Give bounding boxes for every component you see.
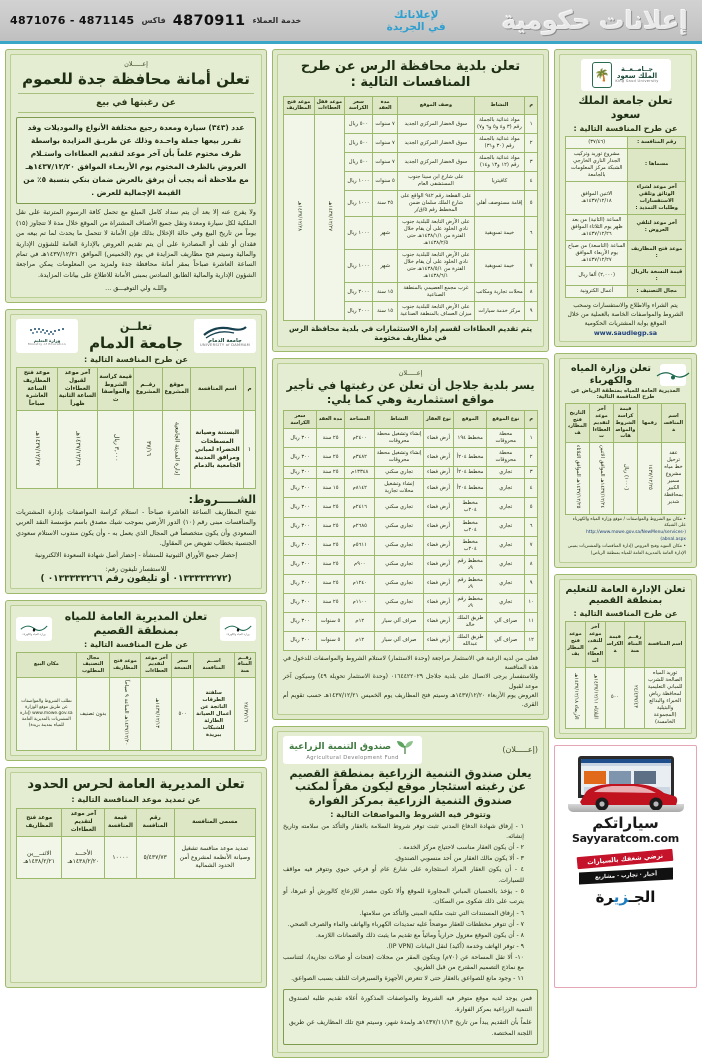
dammam-title-1: تعلــن <box>82 320 190 334</box>
jeddah-body: ولا يفرج عنه إلا بعد أن يتم سداد كامل المبلغ مع تحمل كافة الرسوم المترتبة على نقل الملكية لكل سيارة ومعدة ونقل جميع الأصناف المشتراة من الموقع خلال مدة لا تتجاوز (١٥) يوماً من تاريخ البيع وفي حالة الإخلال بذلك فإن الأمانة لا تتحمل ما يحدث لما تم بيعه من فقدان أو تلف أو المصادرة على أن يتم تقديم العروض بالإدارة العامة للشؤون الإدارية والمالية وسيتم فتح مظاريف المزايدة في يوم (الخميس) الموافق ١٤٣٧/١٢/٢١هـ في تمام الساعة العاشرة صباحاً بمقر أمانة محافظة جدة ولمزيد من المعلومات يمكن مراجعة الشؤون الإدارية والمالية الطابق السادس بمبنى الأمانة للاطلاع على بيانات المزايدة. <box>16 207 256 280</box>
qassim-edu-subtitle: عن طرح المنافسة التالية : <box>565 609 686 618</box>
table-row: ٩ تجاري مخطط رقم ٩د أرض فضاء تجاري سكني ١٢٤٠م ٢٥ سنة ٣٠٠ ريال <box>284 574 538 593</box>
qassim-water-table <box>16 652 256 752</box>
adf-title: يعلن صندوق التنمية الزراعية بمنطقة القصيم عن رغبته استئجار موقع ليكون مقراً لمكتب صندوق التنمية الزراعية بمركز الفوارة <box>283 767 538 808</box>
dammam-swoosh-icon <box>202 325 248 339</box>
table-header-row: رقــم المنافسة اســم المنافسة سعر النسخة آخر موعد لتقديم العطاءات موعد فتح المظاريف مجال التصنيف المطلوب مكان البيع <box>17 652 256 677</box>
advertise-with-us <box>387 9 446 33</box>
qassim-water-ad <box>5 600 267 761</box>
table-row: رقم المنافسة : (٣٧/٤٦) <box>566 136 686 148</box>
dammam-tel-value: (٠١٣٣٣٣٣٢٧٢ أو تليفون رقم ٠١٣٣٣٣٣٢٦٦ ) <box>16 574 256 584</box>
jeddah-subtitle: عن رغبتها في بيع <box>16 98 256 108</box>
columns-container <box>0 44 702 988</box>
adf-closing-1: فمن يوجد لديه موقع متوفر فيه الشروط والمواصفات المذكورة أعلاه تقديم طلبه لصندوق التنمية الزراعية بمركز الفوارة. <box>289 994 532 1016</box>
ksu-title: تعلن جامعة الملك سعود <box>565 94 686 122</box>
table-row: ٢ محطة محروقات مخطط ٢٠٤أ أرض فضاء إنشاء وتشغيل محطة محروقات ٣٤٨٢م ٢٥ سنة ٣٠٠ ريال <box>284 448 538 467</box>
list-item: ٣ - ألا يكون مالك العقار من أحد منسوبي الصندوق. <box>283 854 524 865</box>
ksu-ad <box>554 49 697 347</box>
qassim-water-subtitle: عن طرح المنافسة التالية : <box>56 640 216 649</box>
ksu-logo-ar2: الملك سعود <box>615 73 658 80</box>
list-item: ٥ - يؤخذ بالحسبان المباني المجاورة للموقع وألا تكون مصدر للإزعاج كالورش أو غيرها، أو يترتب على ذلك شكوى من السكان. <box>283 887 524 908</box>
mowe-note-url[interactable]: (http://www.mowe.gov.sa/NewMenu/services-abnal.aspx) <box>565 530 686 544</box>
sayyarat-ribbon: نرضي شغفك بالسيارات <box>577 849 674 869</box>
table-row: تمديد موعد منافسة تشغيل وصيانة الأنظمة لمشروع أمن الحدود الشمالية ٥/٤٣٧/٧٣ ١٠٠٠٠ الأحـــد ١٤٣٨/٢/٢٠هـ الاثنــ__ين ١٤٣٨/٢/٢١هـ <box>17 837 256 879</box>
table-row: ٦ خيمة تسويقية على الأرض التابعة للبلدية جنوب نادي الخلود على أن يقام خلال الفترة من ١٤٣٨/١/١هـ حتى ١٤٣٨/٢/٥هـ شهر ١٠٠٠ ريال <box>284 217 538 250</box>
border-guard-table <box>16 808 256 879</box>
ministry-logo-ar: وزارة التعليم <box>34 339 61 343</box>
adf-logo-ar: صندوق التنمية الزراعية <box>289 742 391 752</box>
fax-label: فاكس <box>142 16 166 25</box>
rass-close-date: ١٤٣٧/١٢/٢٧هـ <box>326 201 333 231</box>
dammam-table <box>16 367 256 489</box>
dammam-university-ad <box>5 309 267 594</box>
dammam-conditions-body-2: إحضار جميع الأوراق الثبوتية للمنشأة - إحضار أصل شهادة السعودة الالكترونية <box>16 550 256 560</box>
rass-title: تعلن بلدية محافظة الرس عن طرح المنافسات التالية : <box>283 59 538 92</box>
mowe-note-1: • مكان بيع الشروط والمواصفات / موقع وزارة المياه والكهرباء على الشبكة <box>565 517 686 531</box>
table-row: ٧ تجاري مخطط ٢٠٤ب أرض فضاء تجاري سكني ٥٦١١م ٢٥ سنة ٣٠٠ ريال <box>284 536 538 555</box>
table-row: ١١ صراف آلي طريق الملك خالد أرض فضاء صراف آلي سيار ١٢م ٥ سنوات ٣٠٠ ريال <box>284 612 538 631</box>
table-row: ٦ تجاري مخطط ٢٠٤ب أرض فضاء تجاري سكني ٢٦٨٥م ٢٥ سنة ٣٠٠ ريال <box>284 517 538 536</box>
plant-leaf-icon <box>394 739 416 755</box>
sayyarat-banner: أخبار · تجارب · مشاريع <box>579 868 673 885</box>
table-header-row: م اسم المنافسة موقع المشروع رقــم المشروع قيمة كراسة الشروط والمواصفات آخر موعد لقبول العطاءات الساعة الثانية ظهراً موعد فتح المظاريف الساعة العاشرة صباحاً <box>17 368 256 411</box>
rass-open-date: ١٤٣٧/١٢/٢٨هـ <box>295 201 302 231</box>
table-row: ١ البستنة وصيانة المسطحات الخضراء لمباني ومرافق المدينة الجامعية بالدمام إدارة المدينة الجامعية ٣٧/١٦ ٣,٠٠٠ ريال ١٤٣٧/١٢/٢٦هـ ١٤٣٧/١٢/٢٧هـ <box>17 411 256 489</box>
jeddah-title: تعلن أمانة محافظة جدة للعموم <box>16 70 256 89</box>
table-row: ١٠ تجاري مخطط رقم ٩د أرض فضاء تجاري سكني ١١٠٠م ٢٥ سنة ٣٠٠ ريال <box>284 593 538 612</box>
page-title: إعلانات حكومية <box>502 6 688 35</box>
list-item: ٤ - أن يكون العقار المراد استئجاره على شارع عام أو فرعي حيوي وتتوفر فيه مواقف للسيارات. <box>283 865 524 886</box>
right-column <box>554 49 697 988</box>
dammam-title-2: جامعة الدمام <box>82 334 190 353</box>
qassim-edu-title: تعلن الإدارة العامة للتعليم بمنطقة القصيم <box>565 584 686 608</box>
list-item: ١١ - وجود مانع للصواعق بالعقار حتى لا تتعرض الأجهزة والسيرفرات للتلف بسبب الصواعق. <box>283 974 524 985</box>
adf-subtitle: وتتوفر فيه الشروط والمواصفات التالية : <box>283 810 538 819</box>
qassim-water-logo-right: وزارة المياه والكهرباء <box>220 617 256 641</box>
table-row: ٨ محلات تجارية ومكاتب غرب مجمع العصيمي بالمنطقة الصناعية ١٥ سنة ٢٠٠٠ ريال <box>284 283 538 302</box>
masthead <box>0 0 702 44</box>
jalajel-title: يسر بلدية جلاجل أن تعلن عن رغبتها في تأجير مواقع استثمارية وهي كما يلي: <box>283 379 538 407</box>
adf-closing-2: علماً بأن التقديم يبدأ من تاريخ ١٤٣٧/١١/١٣هـ ولمدة شهر، وسيتم فتح تلك المظاريف عن طريق اللجنة المختصة. <box>289 1018 532 1040</box>
jalajel-footer-3: العروض يوم الأربعاء ١٤٣٧/١٢/٢٠هـ وسيتم فتح المظاريف يوم الخميس ١٤٣٧/١٢/٢١هـ حسب تقويم أم القرى. <box>283 691 538 710</box>
list-item: ٨ - أن يكون الموقع معزول حرارياً ومائياً مع تقديم ما يثبت ذلك والضمانات اللازمة. <box>283 931 524 942</box>
aljazirah-brand: الجـزيرة <box>596 888 656 906</box>
table-row: موعد فتح المظاريف : الساعة (التاسعة) من صباح يوم الأربعاء الموافق ١٤٣٧/١٢/٢٧هـ <box>566 240 686 266</box>
list-item: ١٠- ألا تقل المساحة عن (٧٠م) ويتكون المقر من محلات (فتحات أو صالات تجارية)، لتتناسب مع نماذج التصميم المقترح من قبل الطريق. <box>283 953 524 974</box>
qassim-water-logo-left: وزارة المياه والكهرباء <box>16 617 52 641</box>
table-row: آخر موعد لشراء الوثائق وتلقي الاستفسارات وطلبات التمديد : الاثنين الموافق ١٤٣٧/١٢/١٨هـ <box>566 181 686 214</box>
table-row: ٢٨/٣٧/١٦ سلفتة الطرقات الناتجة عن أعمال الصيانة الطارئة للشبكات ببريدة ٥٠٠ ١٤٣٧/١٢/١٣هـ ١٤٣٧/١٢/٢٠هـ الساعة ٩ صباحاً بدون تصنيف تطلب الشروط والمواصفات عن طريق موقع الوزارة www.mowe.gov.sa (إدارة المشتريات بالمديرية العامة للمياه بمدينة بريدة) <box>17 677 256 750</box>
dammam-logo-en: UNIVERSITY of DAMMAM <box>200 344 250 348</box>
ksu-logo-en: King Saud University <box>615 80 658 84</box>
table-row: ٣ تجاري مخطط ٢٠٤أ أرض فضاء تجاري سكني ١٣٣٤٨م ٢٥ سنة ٣٠٠ ريال <box>284 467 538 479</box>
list-item: ١ - إرفاق شهادة الدفاع المدني تثبت توفر شروط السلامة بالعقار والتأكد من سلامته وتاريخ إنشائه. <box>283 822 524 843</box>
table-header-row: م النشاط وصف الموقع مدة العقد سعر الكراسة موعد قفل العطاءات موعد فتح المظاريف <box>284 96 538 115</box>
mowe-logo <box>660 364 686 386</box>
table-header-row: اسم المنافسة رقــم المنافسة قيمة الكراسة آخر موعد للتقديم العطاءات موعد فتح المظاريف <box>566 622 686 668</box>
table-row: ١٢ صراف آلي طريق الملك عبدالله أرض فضاء صراف آلي سيار ١٢م ٥ سنوات ٣٠٠ ريال <box>284 631 538 650</box>
jeddah-highlight-text: عدد (٣٤٣) سيارة ومعدة رجيع مختلفة الأنواع والموديلات وقد تقـرر بيعها جملة واحـدة وذلك عن طريـق المزايدة بواسطة ظرف مختوم علماً بأن آخر موعد لتقديم العطاءات واستـلام العروض بالظرف المختوم يوم الأربعـاء الموافق ١٤٣٧/١٢/٢٠هـ مع ملاحظة أنه يجب أن يرفق بالعرض ضمان بنكي بنسبة ٥٪ من القيمة الإجمالية للعرض . <box>22 122 250 200</box>
sayyarat-url[interactable]: Sayyaratcom.com <box>572 832 679 845</box>
table-row: مسماها : مشروع توريد وتركيب الجدار الناري الخارجي الشبكة مركز المعلومات بالجامعة <box>566 148 686 181</box>
table-row: مجال التصنيف : أعمال الكترونية <box>566 285 686 297</box>
ksu-subtitle: عن طرح المنافسة التالية : <box>565 124 686 133</box>
dammam-conditions-body: تفتح المظاريف الساعة العاشرة صباحاً - استلام كراسة المواصفات بإدارة المشتريات والمنافسات مبنى رقم (١٠) الدور الأرضي بموجب شيك مصدق باسم مؤسسة النقد العربي السعودي وأن يكون متخصصاً في المجال الذي يعمل به - وأن يكون مندوب الاستلام سعودي الجنسية بخطاب تفويض من المقاول. <box>16 507 256 549</box>
middle-column <box>272 49 549 988</box>
jalajel-table <box>283 410 538 651</box>
water-electricity-subtitle: المديرية العامة للمياه بمنطقة الرياض عن طرح المنافسة التالية: <box>565 388 686 400</box>
adf-conditions-list <box>283 822 534 985</box>
adf-logo <box>283 736 422 764</box>
mowe-note-3: • مكان التنويه وفتح العروض (إدارة المناقصات والمشتريات بمبنى الإدارة العامة بالمديرية العامة للمياه بمنطقة الرياض) <box>565 544 686 558</box>
table-header-row: م نوع الموقع الموقع نوع العقار النشاط المساحة مدة العقد سعر الكراسة <box>284 410 538 429</box>
table-row: ٧ خيمة تسويقية على الأرض التابعة للبلدية جنوب نادي الخلود على أن يقام خلال الفترة من ١٤٣٨/٥/١هـ حتى ١٤٣٨/٦/١هـ شهر ١٠٠٠ ريال <box>284 250 538 283</box>
jeddah-municipality-ad <box>5 49 267 303</box>
rass-municipality-ad <box>272 49 549 352</box>
red-car-illustration <box>576 776 680 810</box>
water-electricity-title: تعلن وزارة المياه والكهرباء <box>565 363 657 387</box>
table-row: ١ مواد غذائية بالجملة رقم (٣ و٤ و٥ و٦ و٧) سوق الخضار المركزي الجديد ٧ سنوات ٥٠٠ ريال ١٤٣٧/١٢/٢٧هـ ١٤٣٧/١٢/٢٨هـ <box>284 115 538 134</box>
list-item: ٢ - أن يكون العقار مناسب لاحتياج مركز الخدمة . <box>283 843 524 854</box>
table-row: توريد المياه الصالحة للشرب للمباني التعليمية لمحافظة رياض الخبراء والبدائع والبتيلية (المجموعة الخامسة) ٢٤/٤٣٧/٤٣ ٥٠٠ الثلاثاء ١٤٣٧/١٢/١١هـ الأربعاء ١٤٣٧/١٢/١٨هـ <box>566 667 686 728</box>
divider <box>18 112 254 113</box>
ministry-education-logo <box>16 319 78 353</box>
fax-numbers: 4871145 - 4871076 <box>10 14 135 27</box>
contact-info <box>10 13 301 29</box>
advertise-line-2: في الجريدة <box>387 21 446 33</box>
table-header-row: اسم المنافسة رقمها قيمة كراسة الشروط والمواصفات آخر موعد لتقديم العطاءات التاريخ فتح المظاريف <box>566 404 686 443</box>
dammam-tel-label: للاستفسار تليفون رقم: <box>16 564 256 574</box>
adf-eelan-label: (إعـــــلان) <box>502 745 538 754</box>
ksu-portal-url[interactable]: www.saudiegp.sa <box>565 329 686 337</box>
dammam-university-logo <box>194 319 256 353</box>
table-row: ٥ تجاري مخطط ٢٠٤ب أرض فضاء تجاري سكني ٢٤١٦م ٢٥ سنة ٣٠٠ ريال <box>284 498 538 517</box>
dammam-logo-ar: جامعة الدمام <box>208 339 242 344</box>
dammam-conditions-title: الشـــــروط: <box>16 493 256 507</box>
table-row: ٤ كافيتريا على شارع ابن سينا جنوب المستشفى العام ٥ سنوات ١٠٠٠ ريال <box>284 172 538 191</box>
jeddah-highlight <box>16 117 256 205</box>
jalajel-footer-1: فعلى من لديه الرغبة في الاستثمار مراجعة (وحدة الاستثمار) لاستلام الشروط والمواصفات للدخول في هذه المنافسة <box>283 654 538 673</box>
sayyarat-logo-ar: سياراتكم <box>592 814 658 832</box>
jeddah-eelan-label: إعـــــلان <box>16 60 256 68</box>
table-row: ٣ مواد غذائية بالجملة رقم (١٢ و١٣ و١٤) سوق الخضار المركزي الجديد ٧ سنوات ٥٠٠ ريال <box>284 153 538 172</box>
water-electricity-table <box>565 403 686 514</box>
ksu-footer: يتم الشراء والاطلاع والاستفسارات وسحب الشروط والمواصفات الخاصة بالعملية من خلال الموقع بوابة المشتريات الحكومية <box>565 301 686 329</box>
border-guard-title: تعلن المديرية العامة لحرس الحدود <box>16 777 256 793</box>
ksu-logo-ar1: جــامــعــة <box>615 66 658 73</box>
laptop-illustration <box>568 756 684 812</box>
dammam-subtitle: عن طرح المنافسة التالية : <box>16 355 256 364</box>
list-item: ٦ - إرفاق المستندات التي تثبت ملكية المبنى والتأكد من سلامتها. <box>283 909 524 920</box>
jalajel-footer-2: وللاستفسار يرجى الاتصال على بلدية جلاجل ٠١٦٤٤٢٢٠٢٩ (وحدة الاستثمار تحويلة ٤٩) وسيكون آخر موعد لقبول <box>283 672 538 691</box>
jeddah-closing: واللـه ولي التوفيـــق ... <box>16 283 256 293</box>
qassim-edu-table <box>565 621 686 729</box>
ksu-table <box>565 136 686 298</box>
ksu-logo <box>581 59 671 91</box>
table-row: آخر موعد لتلقي العروض : الساعة (الثانية) من بعد ظهر يوم الثلاثاء الموافق ١٤٣٧/١٢/٢٦هـ <box>566 214 686 240</box>
table-row: ١ محطة محروقات مخطط ١٩٤ أرض فضاء إنشاء وتشغيل محطة محروقات ٢٤٠٠م ٢٥ سنة ٣٠٠ ريال <box>284 429 538 448</box>
adf-logo-en: Agricultural Development Fund <box>306 755 398 761</box>
border-guard-subtitle: عن تمديد موعد المنافسة التالية : <box>16 795 256 804</box>
table-row: ٥ إقامة مستوصف أهلي على القطعة رقم ٩٤٢ الواقع على شارع الملك سلمان ضمن المخطط رقم ٥/ق/ر ٢٥ سنة ١٠٠٠ ريال <box>284 191 538 217</box>
table-row: ٤ تجاري مخطط ٢٠٤أ أرض فضاء إنشاء وتشغيل محلات تجارية ٨١٤٢م ١٥ سنة ٣٠٠ ريال <box>284 479 538 498</box>
rass-footer: يتم تقديم العطاءات لقسم إدارة الاستثمارات في بلدية محافظة الرس في مظاريف مختومة <box>283 324 538 342</box>
table-row: عقد ترحيل خط مياه مشروع سمير الكبير بمحافظة شدير ١٤٣٧/١٢/٢٥ (١٠٠٠) ريال ١٤٣٧/١٢/٢٤هـ الموافق الاثنين ١٤٣٧/١٢/٢٥هـ الموافق الثلاثاء <box>566 443 686 514</box>
qassim-water-title: تعلن المديرية العامة للمياه بمنطقة القصيم <box>56 610 216 638</box>
table-header-row: مسمى المنافسة رقم المنافسة قيمة المنافسة آخر موعد لتقديم العطاءات موعد فتح المظاريف <box>17 809 256 837</box>
qassim-education-ad <box>554 574 697 739</box>
customer-service-label: خدمة العملاء <box>252 16 301 25</box>
table-row: ٢ مواد غذائية بالجملة رقم (٣٠ و٣١) سوق الخضار المركزي الجديد ٧ سنوات ٥٠٠ ريال <box>284 134 538 153</box>
divider <box>18 93 254 94</box>
ministry-logo-en: Ministry of Education <box>28 343 66 346</box>
customer-service-number: 4870911 <box>173 13 246 29</box>
list-item: ٧ - أن تتوفر مخططات للعقار موضحاً عليه تمديدات الكهرباء والهاتف والماء والصرف الصحي. <box>283 920 524 931</box>
rass-table <box>283 96 538 322</box>
sayyarat-advertisement[interactable] <box>554 745 697 988</box>
advertise-line-1: لإعلاناتك <box>387 9 446 21</box>
table-row: ٩ مركز خدمة سيارات على الأرض التابعة للبلدية جنوب ميزان العساف بالمنطقة الصناعية ١٥ سنة ٢٠٠٠ ريال <box>284 302 538 321</box>
water-electricity-ad <box>554 353 697 568</box>
left-column <box>5 49 267 988</box>
agricultural-fund-ad <box>272 726 549 1058</box>
border-guard-ad <box>5 767 267 988</box>
jalajel-eelan-label: إعـــــلان <box>283 369 538 377</box>
table-row: قيمة النسخة بالريال : (٢,٠٠٠) ألفا ريال <box>566 266 686 285</box>
water-drop-icon <box>656 369 690 380</box>
jalajel-municipality-ad <box>272 358 549 719</box>
list-item: ٩ - توفر الهاتف وخدمة (أكيد) لنقل البيانات (IP VPN). <box>283 942 524 953</box>
table-row: ٨ تجاري مخطط رقم ٩د أرض فضاء تجاري سكني ٩٠٠م ٢٥ سنة ٣٠٠ ريال <box>284 555 538 574</box>
palm-swords-crest-icon: 🌴 <box>592 62 612 88</box>
